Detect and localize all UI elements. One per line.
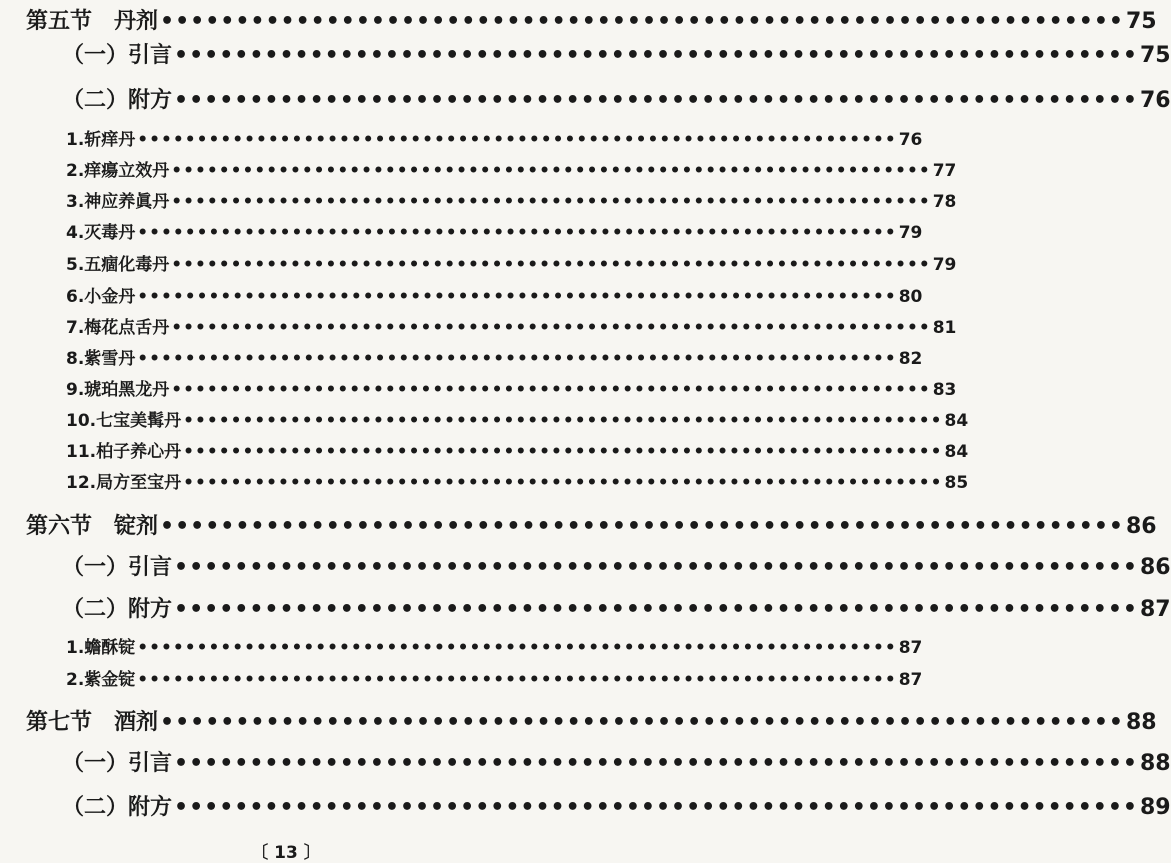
- toc-page: 86: [1125, 514, 1157, 539]
- toc-entry: [26, 4, 1157, 35]
- leader-dots: ••••••••••••••••••••••••••••••••••••••••••••••••••••••••••••••••: [171, 318, 931, 338]
- toc-page: 87: [898, 670, 923, 690]
- toc-page: 87: [1139, 597, 1171, 622]
- leader-dots: ••••••••••••••••••••••••••••••••••••••••••••••••••••••••••••••••: [174, 597, 1138, 622]
- toc-page: 82: [898, 349, 923, 369]
- toc-label: 5.五痼化毒丹: [66, 255, 170, 275]
- toc-page: 76: [1139, 88, 1171, 113]
- toc-entry: [66, 665, 923, 690]
- leader-dots: ••••••••••••••••••••••••••••••••••••••••••••••••••••••••••••••••: [174, 88, 1138, 113]
- toc-page: 79: [898, 223, 923, 243]
- toc-label: 3.神应养眞丹: [66, 192, 170, 212]
- toc-page: 87: [898, 638, 923, 658]
- toc-entry: [26, 705, 1157, 736]
- toc-entry: [66, 468, 969, 493]
- toc-page: 88: [1139, 751, 1171, 776]
- leader-dots: ••••••••••••••••••••••••••••••••••••••••••••••••••••••••••••••••: [171, 380, 931, 400]
- toc-entry: [62, 592, 1171, 623]
- toc-label: 1.蟾酥锭: [66, 638, 136, 658]
- toc-entry: [66, 633, 923, 658]
- toc-page: 81: [932, 318, 957, 338]
- leader-dots: ••••••••••••••••••••••••••••••••••••••••••••••••••••••••••••••••: [174, 555, 1138, 580]
- toc-page: 84: [944, 411, 969, 431]
- toc-label: 11.柏子养心丹: [66, 442, 182, 462]
- leader-dots: ••••••••••••••••••••••••••••••••••••••••••••••••••••••••••••••••: [137, 287, 897, 307]
- toc-label: 6.小金丹: [66, 287, 136, 307]
- toc-label: 2.痒瘍立效丹: [66, 161, 170, 181]
- toc-entry: [66, 313, 957, 338]
- toc-page: 78: [932, 192, 957, 212]
- leader-dots: ••••••••••••••••••••••••••••••••••••••••••••••••••••••••••••••••: [183, 473, 943, 493]
- toc-entry: [62, 83, 1171, 114]
- leader-dots: ••••••••••••••••••••••••••••••••••••••••••••••••••••••••••••••••: [160, 514, 1124, 539]
- toc-page: 84: [944, 442, 969, 462]
- leader-dots: ••••••••••••••••••••••••••••••••••••••••••••••••••••••••••••••••: [171, 192, 931, 212]
- leader-dots: ••••••••••••••••••••••••••••••••••••••••••••••••••••••••••••••••: [160, 710, 1124, 735]
- toc-entry: [66, 344, 923, 369]
- leader-dots: ••••••••••••••••••••••••••••••••••••••••••••••••••••••••••••••••: [174, 43, 1138, 68]
- toc-label: 第五节 丹剂: [26, 9, 159, 34]
- toc-entry: [66, 406, 969, 431]
- toc-entry: [66, 187, 957, 212]
- leader-dots: ••••••••••••••••••••••••••••••••••••••••••••••••••••••••••••••••: [160, 9, 1124, 34]
- toc-label: 第六节 锭剂: [26, 514, 159, 539]
- toc-label: （二）附方: [62, 597, 173, 622]
- toc-label: 9.琥珀黑龙丹: [66, 380, 170, 400]
- toc-page: 75: [1125, 9, 1157, 34]
- toc-entry: [66, 282, 923, 307]
- leader-dots: ••••••••••••••••••••••••••••••••••••••••••••••••••••••••••••••••: [183, 411, 943, 431]
- toc-page: 75: [1139, 43, 1171, 68]
- toc-page: 80: [898, 287, 923, 307]
- toc-entry: [26, 509, 1157, 540]
- toc-entry: [66, 218, 923, 243]
- leader-dots: ••••••••••••••••••••••••••••••••••••••••••••••••••••••••••••••••: [137, 223, 897, 243]
- toc-label: 10.七宝美髯丹: [66, 411, 182, 431]
- leader-dots: ••••••••••••••••••••••••••••••••••••••••••••••••••••••••••••••••: [137, 130, 897, 150]
- toc-entry: [62, 790, 1171, 821]
- toc-label: 4.灭毒丹: [66, 223, 136, 243]
- toc-page: 77: [932, 161, 957, 181]
- toc-label: （一）引言: [62, 555, 173, 580]
- toc-page: 85: [944, 473, 969, 493]
- leader-dots: ••••••••••••••••••••••••••••••••••••••••••••••••••••••••••••••••: [137, 349, 897, 369]
- toc-entry: [66, 250, 957, 275]
- leader-dots: ••••••••••••••••••••••••••••••••••••••••••••••••••••••••••••••••: [171, 255, 931, 275]
- toc-page: 86: [1139, 555, 1171, 580]
- toc-page: 76: [898, 130, 923, 150]
- toc-label: 8.紫雪丹: [66, 349, 136, 369]
- toc-page: 89: [1139, 795, 1171, 820]
- toc-entry: [62, 550, 1171, 581]
- toc-entry: [62, 746, 1171, 777]
- toc-page: 79: [932, 255, 957, 275]
- toc-entry: [66, 375, 957, 400]
- leader-dots: ••••••••••••••••••••••••••••••••••••••••••••••••••••••••••••••••: [183, 442, 943, 462]
- toc-page: 88: [1125, 710, 1157, 735]
- leader-dots: ••••••••••••••••••••••••••••••••••••••••••••••••••••••••••••••••: [137, 638, 897, 658]
- leader-dots: ••••••••••••••••••••••••••••••••••••••••••••••••••••••••••••••••: [137, 670, 897, 690]
- toc-label: （一）引言: [62, 43, 173, 68]
- toc-label: 第七节 酒剂: [26, 710, 159, 735]
- toc-entry: [66, 156, 957, 181]
- toc-label: （二）附方: [62, 88, 173, 113]
- toc-label: 7.梅花点舌丹: [66, 318, 170, 338]
- toc-entry: [62, 38, 1171, 69]
- leader-dots: ••••••••••••••••••••••••••••••••••••••••••••••••••••••••••••••••: [171, 161, 931, 181]
- toc-label: （二）附方: [62, 795, 173, 820]
- toc-label: 12.局方至宝丹: [66, 473, 182, 493]
- toc-entry: [66, 125, 923, 150]
- toc-label: （一）引言: [62, 751, 173, 776]
- toc-page: 83: [932, 380, 957, 400]
- toc-entry: [66, 437, 969, 462]
- leader-dots: ••••••••••••••••••••••••••••••••••••••••••••••••••••••••••••••••: [174, 751, 1138, 776]
- page-number: 〔 13 〕: [251, 843, 321, 863]
- toc-label: 2.紫金锭: [66, 670, 136, 690]
- leader-dots: ••••••••••••••••••••••••••••••••••••••••••••••••••••••••••••••••: [174, 795, 1138, 820]
- toc-label: 1.斩痒丹: [66, 130, 136, 150]
